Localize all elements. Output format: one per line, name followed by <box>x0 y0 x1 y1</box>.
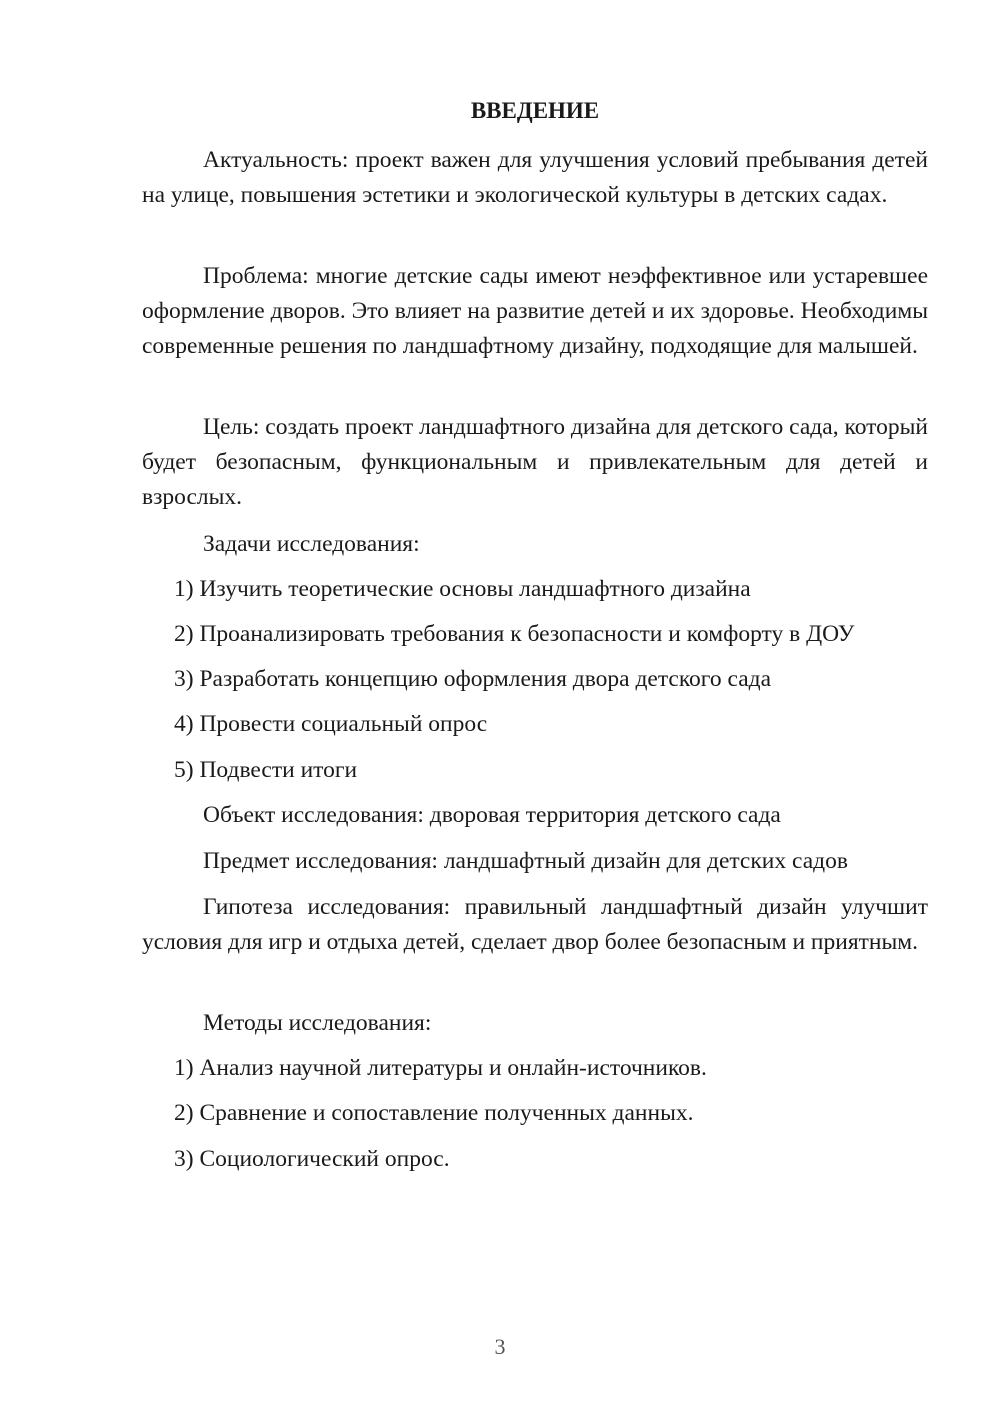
object-line: Объект исследования: дворовая территория детского сада <box>203 802 781 828</box>
page-number: 3 <box>494 1334 506 1359</box>
relevance-paragraph: Актуальность: проект важен для улучшения условий пребывания детей на улице, повышения эстетики и экологической культуры в детских садах. <box>142 147 928 208</box>
problem-paragraph: Проблема: многие детские сады имеют неэффективное или устаревшее оформление дворов. Это влияет на развитие детей и их здоровье. Необходимы современные решения по ландшафтному дизайну, подходящие для малышей. <box>142 263 928 359</box>
goal-paragraph: Цель: создать проект ландшафтного дизайна для детского сада, который будет безопасным, функциональным и привлекательным для детей и взрослых. <box>142 414 928 510</box>
task-item: 3) Разработать концепцию оформления двора детского сада <box>174 666 772 692</box>
method-item: 2) Сравнение и сопоставление полученных данных. <box>174 1100 694 1126</box>
method-item: 3) Социологический опрос. <box>174 1146 450 1172</box>
methods-heading: Методы исследования: <box>203 1010 432 1036</box>
task-item: 5) Подвести итоги <box>174 757 358 783</box>
tasks-heading: Задачи исследования: <box>203 531 420 557</box>
method-item: 1) Анализ научной литературы и онлайн-источников. <box>174 1055 707 1081</box>
task-item: 2) Проанализировать требования к безопасности и комфорту в ДОУ <box>174 621 855 647</box>
page-title: ВВЕДЕНИЕ <box>470 98 600 123</box>
subject-line: Предмет исследования: ландшафтный дизайн для детских садов <box>203 848 848 874</box>
task-item: 1) Изучить теоретические основы ландшафтного дизайна <box>174 576 751 602</box>
task-item: 4) Провести социальный опрос <box>174 711 488 737</box>
hypothesis-paragraph: Гипотеза исследования: правильный ландшафтный дизайн улучшит условия для игр и отдыха детей, сделает двор более безопасным и приятным. <box>142 894 928 955</box>
